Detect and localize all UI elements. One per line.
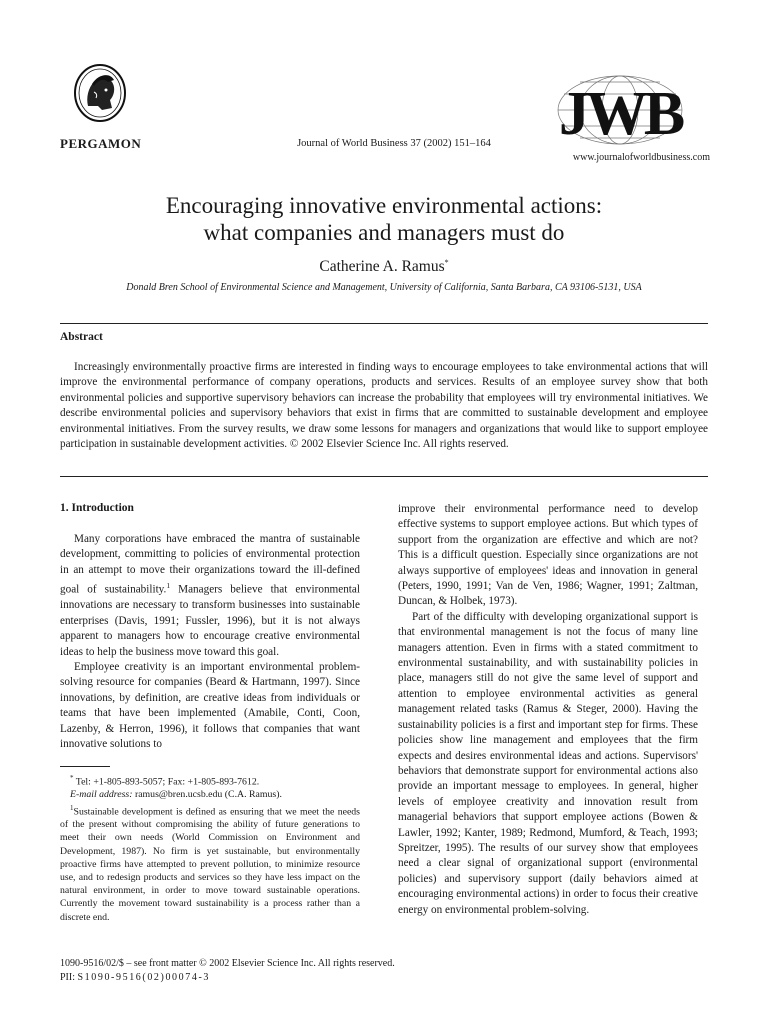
footnote-1 [60,802,360,924]
section-heading: 1. Introduction [60,502,134,514]
footnote-star: * [70,774,74,782]
intro-paragraph-3: improve their environmental performance need to develop effective systems to support employee actions. But which types of support from the organization are effective and which are not? This is a difficult question. Especially since organizations are not always supportive of employees' ideas and innovation in general (Peters, 1990, 1991; Van de Ven, 1986; Wagner, 1991; Zaltman, Duncan, & Holbek, 1973). [398,503,698,608]
issn-line: 1090-9516/02/$ – see front matter © 2002 Elsevier Science Inc. All rights reserved. [60,958,395,969]
footnote-contact [60,772,360,788]
left-column [60,532,360,752]
footnote-1-text: Sustainable development is defined as ensuring that we meet the needs of the present without compromising the ability of future generations to meet their own needs (World Commission on Environment and Development, 1987). No firm is yet sustainable, but environmentally proactive firms have attempted to prevent pollution, to minimize resource use, and to redesign products and services so they have less impact on the natural environment, in order to move toward sustainable operations. Currently the movement toward sustainability is a process rather than a discrete end. [60,805,360,923]
pii-line [60,971,395,985]
jwb-logo [530,62,710,152]
author-name [0,258,768,276]
journal-url[interactable]: www.journalofworldbusiness.com [572,152,710,163]
right-column [398,502,698,918]
author-text: Catherine A. Ramus [319,258,445,276]
publisher-name: PERGAMON [60,136,142,151]
footnote-email [60,788,360,801]
title-line-1: Encouraging innovative environmental actions: [165,193,603,218]
footnote-ref-1[interactable]: 1 [166,581,171,591]
top-rule [60,323,708,324]
intro-paragraph-1 [60,532,360,660]
author-affiliation: Donald Bren School of Environmental Science and Management, University of California, Santa Barbara, CA 93106-5131, USA [126,282,642,293]
pii-value: S1090-9516(02)00074-3 [77,972,210,983]
front-matter [60,957,395,985]
footnote-1-mark: 1 [70,803,74,812]
abstract-copyright: © 2002 Elsevier Science Inc. All rights reserved. [289,438,509,451]
abstract-heading: Abstract [60,331,103,343]
pergamon-logo [72,62,128,124]
footnote-tel: Tel: +1-805-893-5057; Fax: +1-805-893-7612. [75,776,260,788]
abstract-text: Increasingly environmentally proactive firms are interested in finding ways to encourage employees to take environmental actions that will improve the environmental performance of company operations, products and services. Results of an employee survey show that both environmental policies and supportive supervisory behaviors can increase the probability that employees will try environmental initiatives. We describe environmental policies and supervisory behaviors that exist in firms that are committed to sustainable development and employee environmental initiatives. From the survey results, we draw some lessons for managers and organizations that would like to support employee participation in sustainable development activities. [60,361,708,451]
intro-p1-text-a: Many corporations have embraced the mantra of sustainable development, committing to policies of environmental protection in an attempt to move their organizations toward the ill-defined goal of sustainability. [60,533,360,596]
author-footnote-mark[interactable]: * [444,258,449,267]
intro-paragraph-4: Part of the difficulty with developing organizational support is that environmental management is not the focus of many line managers attention. Even in firms with a stated commitment to environmental sustainability, and with sustainability policies in place, managers still do not give the same level of support and attention to employee environmental activities as general management related tasks (Ramus & Steger, 2000). Having the sustainability policies is a first and important step for firms. These policies show line management and employees that the firm expects and desires environmental ideas and actions. Supervisors' behaviors that demonstrate support for environmental actions also provide an important message to employees. In general, higher levels of employee creativity and innovation result from managerial behaviors that support employee actions (Bowen & Lawler, 1992; Kanter, 1989; Redmond, Mumford, & Teach, 1993; Spreitzer, 1995). The results of our survey show that employees need a clear signal of organizational support (environmental policies) and supervisory support (daily behaviors aimed at encouraging environmental actions) in order to focus their creative energy on environmental problem-solving. [398,610,698,916]
email-label: E-mail address: [70,789,133,801]
footnote-rule [60,766,110,767]
email-address[interactable]: ramus@bren.ucsb.edu (C.A. Ramus). [132,789,282,801]
intro-p1-text-b: Managers believe that environmental innovations are necessary to transform businesses into sustainable enterprises (Davis, 1991; Fussler, 1996), but it is not always apparent to managers how to encourage creative environmental ideas to help the business move toward this goal. [60,583,360,658]
abstract-rule [60,476,708,477]
article-title [0,192,768,246]
jwb-logo-text: JWB [558,80,682,148]
pii-label: PII: [60,972,75,983]
title-line-2: what companies and managers must do [203,220,565,245]
abstract-body [60,360,708,452]
footnotes [60,772,360,924]
intro-paragraph-2: Employee creativity is an important environmental problem-solving resource for companies (Beard & Hartmann, 1997). Since innovations, by definition, are creative ideas from individuals or teams that have been implemented (Amabile, Conti, Coon, Lazenby, & Herron, 1996), it follows that companies that want innovative solutions to [60,660,360,751]
journal-citation: Journal of World Business 37 (2002) 151–164 [297,138,491,149]
